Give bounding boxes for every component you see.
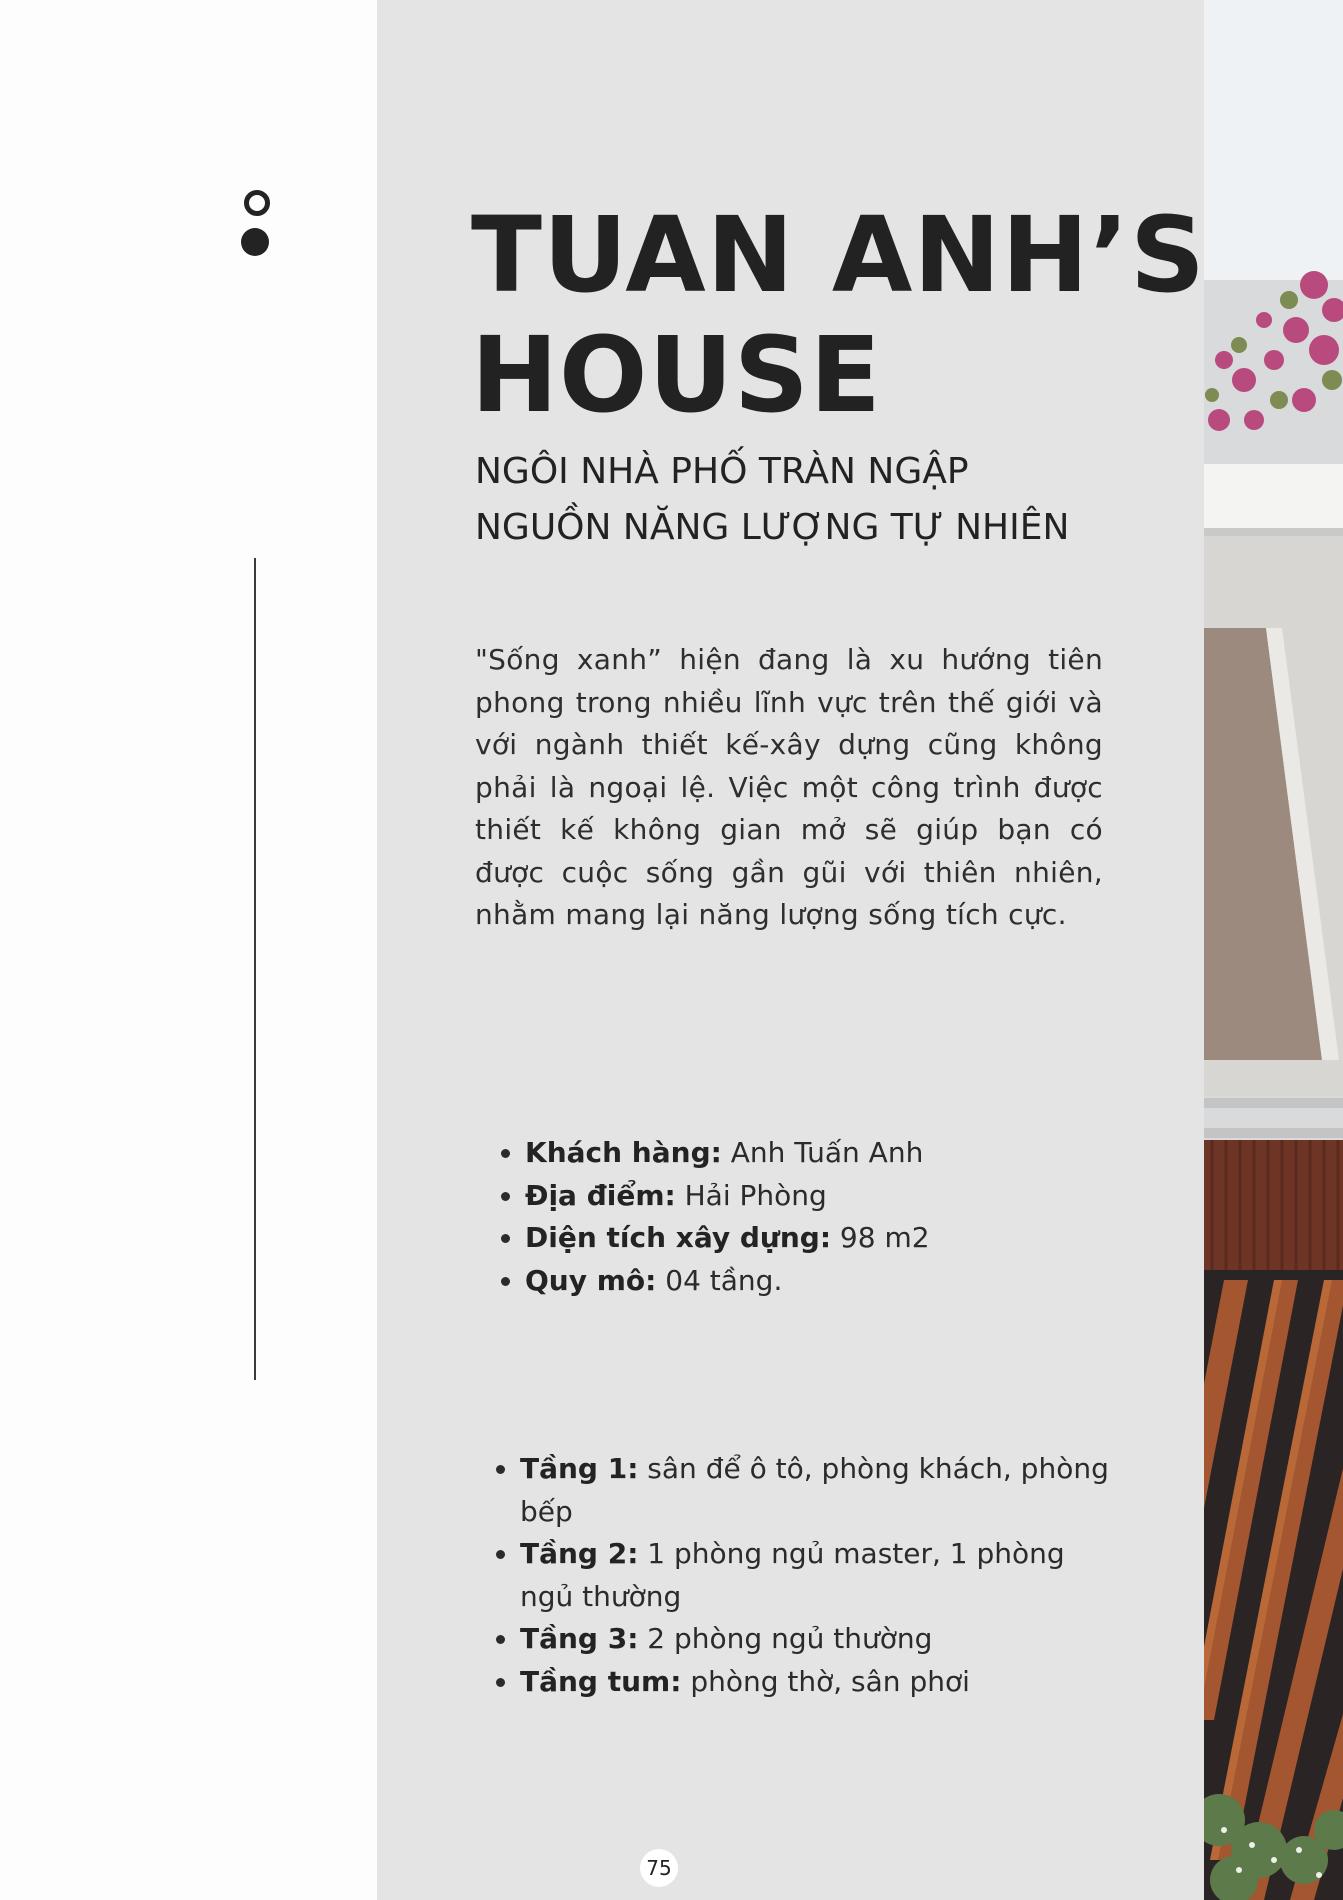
fact-client bbox=[525, 1132, 930, 1175]
project-subtitle bbox=[475, 444, 1069, 556]
ring-dot-icon bbox=[244, 190, 270, 216]
fact-label: Diện tích xây dựng: bbox=[525, 1221, 832, 1254]
floor-label: Tầng 1: bbox=[520, 1452, 639, 1485]
page-number: 75 bbox=[640, 1849, 678, 1887]
fact-label: Khách hàng: bbox=[525, 1136, 722, 1169]
floor-label: Tầng 2: bbox=[520, 1537, 639, 1570]
floor-value: 1 phòng ngủ master, 1 phòng ngủ thường bbox=[520, 1537, 1065, 1613]
floor-item bbox=[520, 1618, 1120, 1661]
floor-value: phòng thờ, sân phơi bbox=[681, 1664, 970, 1698]
floor-item bbox=[520, 1448, 1120, 1533]
subtitle-line-2: NGUỒN NĂNG LƯỢNG TỰ NHIÊN bbox=[475, 507, 1070, 548]
solid-dot-icon bbox=[241, 228, 269, 256]
fact-value: Hải Phòng bbox=[675, 1178, 827, 1212]
floor-item bbox=[520, 1533, 1120, 1618]
floor-value: sân để ô tô, phòng khách, phòng bếp bbox=[520, 1452, 1109, 1528]
floor-plan-list bbox=[470, 1448, 1120, 1703]
fact-location bbox=[525, 1175, 930, 1218]
fact-value: 98 m2 bbox=[831, 1221, 930, 1254]
fact-area bbox=[525, 1217, 930, 1260]
fact-value: Anh Tuấn Anh bbox=[721, 1136, 924, 1169]
floor-label: Tầng tum: bbox=[520, 1664, 682, 1698]
vertical-divider bbox=[254, 558, 256, 1380]
fact-scale bbox=[525, 1260, 930, 1303]
fact-label: Quy mô: bbox=[525, 1263, 657, 1297]
intro-paragraph: "Sống xanh” hiện đang là xu hướng tiên phong trong nhiều lĩnh vực trên thế giới và với ngành thiết kế-xây dựng cũng không phải là ngoại lệ. Việc một công trình được thiết kế không gian mở sẽ giúp bạn có được cuộc sống gần gũi với thiên nhiên, nhằm mang lại năng lượng sống tích cực. bbox=[475, 643, 1103, 931]
title-line-1: TUAN ANH’S bbox=[471, 194, 1206, 316]
floor-value: 2 phòng ngủ thường bbox=[638, 1622, 933, 1655]
left-margin-panel bbox=[0, 0, 377, 1900]
project-facts-list bbox=[475, 1132, 930, 1302]
project-title bbox=[471, 195, 1206, 435]
floor-label: Tầng 3: bbox=[520, 1622, 639, 1655]
fact-label: Địa điểm: bbox=[525, 1178, 676, 1212]
title-line-2: HOUSE bbox=[471, 314, 882, 436]
subtitle-line-1: NGÔI NHÀ PHỐ TRÀN NGẬP bbox=[475, 451, 969, 492]
fact-value: 04 tầng. bbox=[656, 1263, 783, 1297]
house-facade-photo bbox=[1204, 0, 1343, 1900]
floor-item bbox=[520, 1661, 1120, 1704]
